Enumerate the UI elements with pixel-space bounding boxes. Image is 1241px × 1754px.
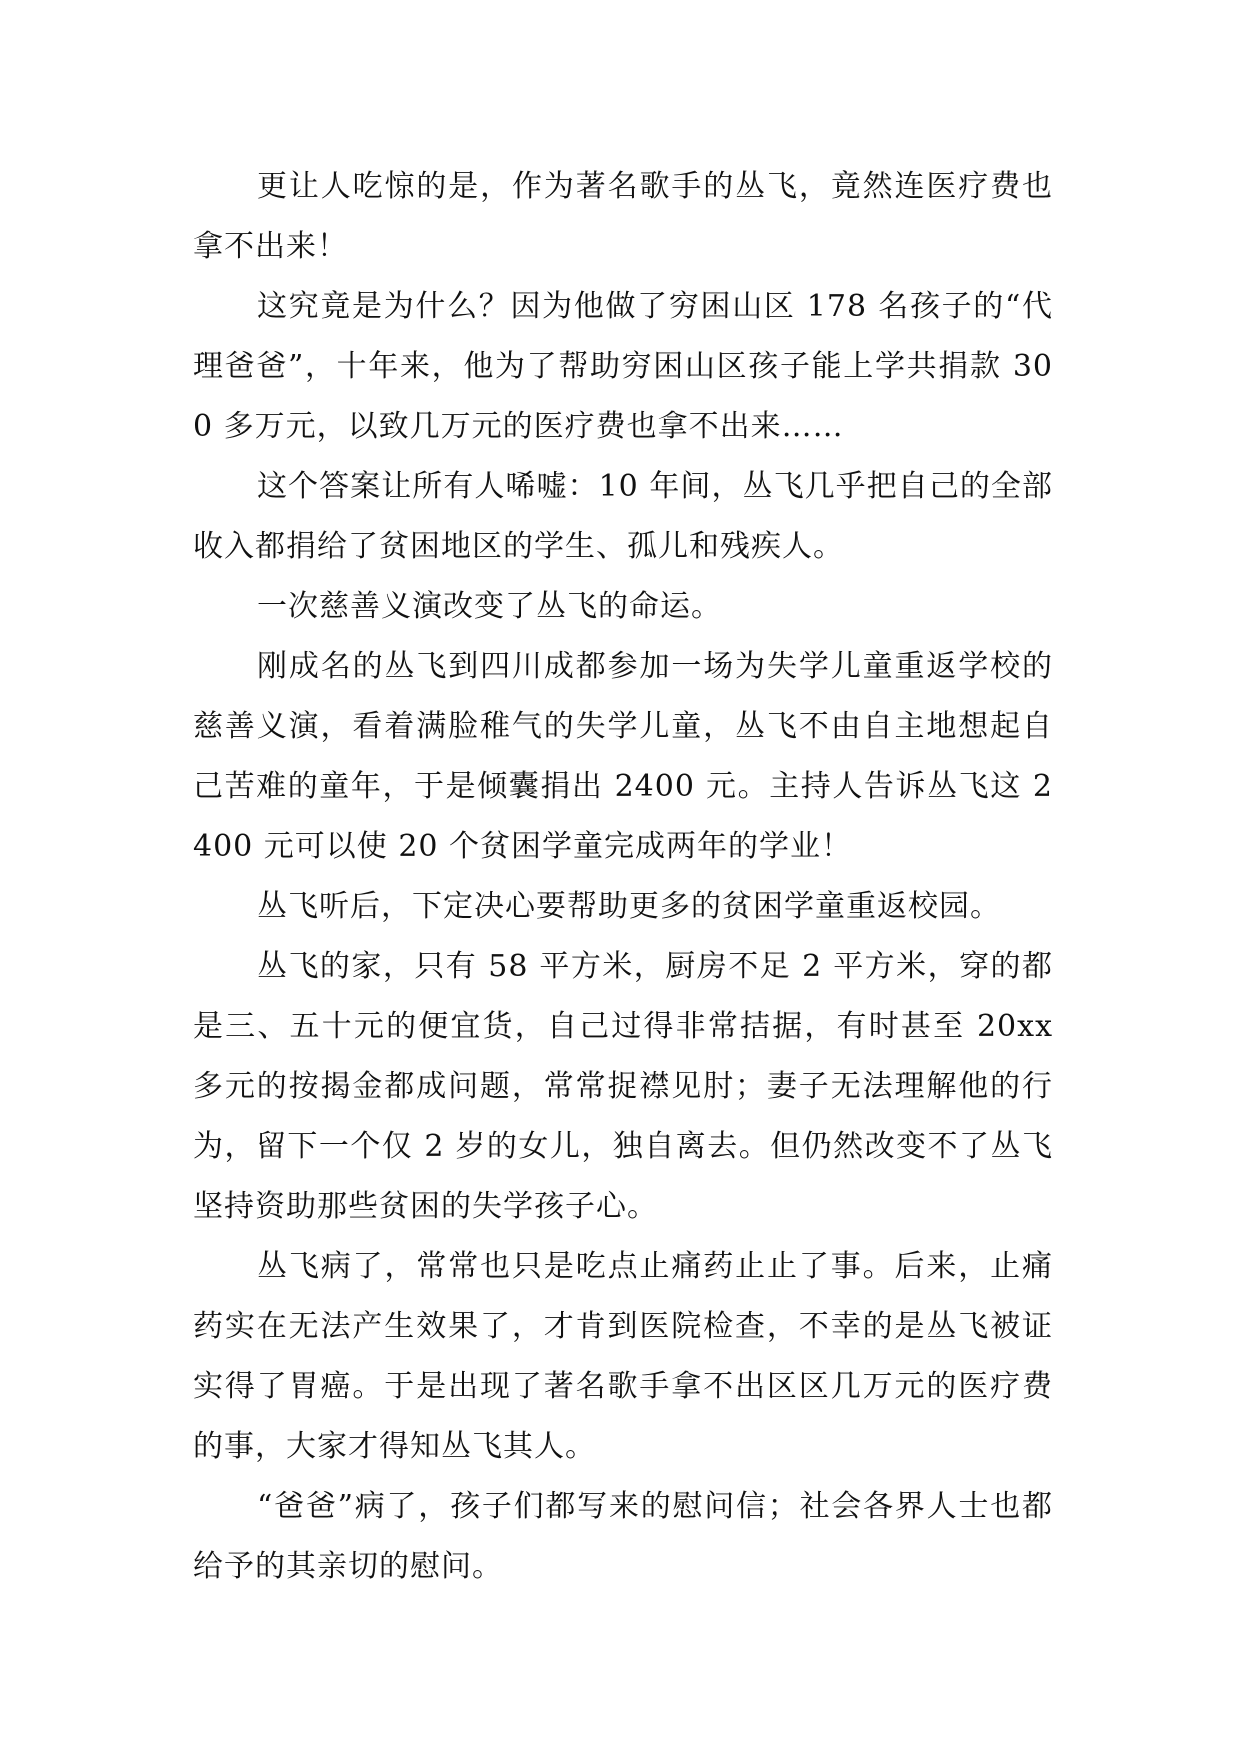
paragraph: 刚成名的丛飞到四川成都参加一场为失学儿童重返学校的慈善义演，看着满脸稚气的失学儿童，丛飞不由自主地想起自己苦难的童年，于是倾囊捐出 2400 元。主持人告诉丛飞这 2400 元可以使 20 个贫困学童完成两年的学业！ [193,649,1053,864]
paragraph: 一次慈善义演改变了丛飞的命运。 [257,589,722,624]
paragraph: 丛飞听后，下定决心要帮助更多的贫困学童重返校园。 [257,889,1001,924]
paragraph: 这究竟是为什么？因为他做了穷困山区 178 名孩子的“代理爸爸”，十年来，他为了帮助穷困山区孩子能上学共捐款 300 多万元，以致几万元的医疗费也拿不出来…… [193,289,1053,444]
paragraph: “爸爸”病了，孩子们都写来的慰问信；社会各界人士也都给予的其亲切的慰问。 [193,1489,1053,1584]
paragraph: 更让人吃惊的是，作为著名歌手的丛飞，竟然连医疗费也拿不出来！ [193,169,1053,264]
document-body [193,157,1053,1597]
paragraph: 丛飞病了，常常也只是吃点止痛药止止了事。后来，止痛药实在无法产生效果了，才肯到医院检查，不幸的是丛飞被证实得了胃癌。于是出现了著名歌手拿不出区区几万元的医疗费的事，大家才得知丛飞其人。 [193,1249,1053,1464]
paragraph: 丛飞的家，只有 58 平方米，厨房不足 2 平方米，穿的都是三、五十元的便宜货，自己过得非常拮据，有时甚至 20xx 多元的按揭金都成问题，常常捉襟见肘；妻子无法理解他的行为，留下一个仅 2 岁的女儿，独自离去。但仍然改变不了丛飞坚持资助那些贫困的失学孩子心。 [193,949,1053,1224]
paragraph: 这个答案让所有人唏嘘：10 年间，丛飞几乎把自己的全部收入都捐给了贫困地区的学生、孤儿和残疾人。 [193,469,1053,564]
